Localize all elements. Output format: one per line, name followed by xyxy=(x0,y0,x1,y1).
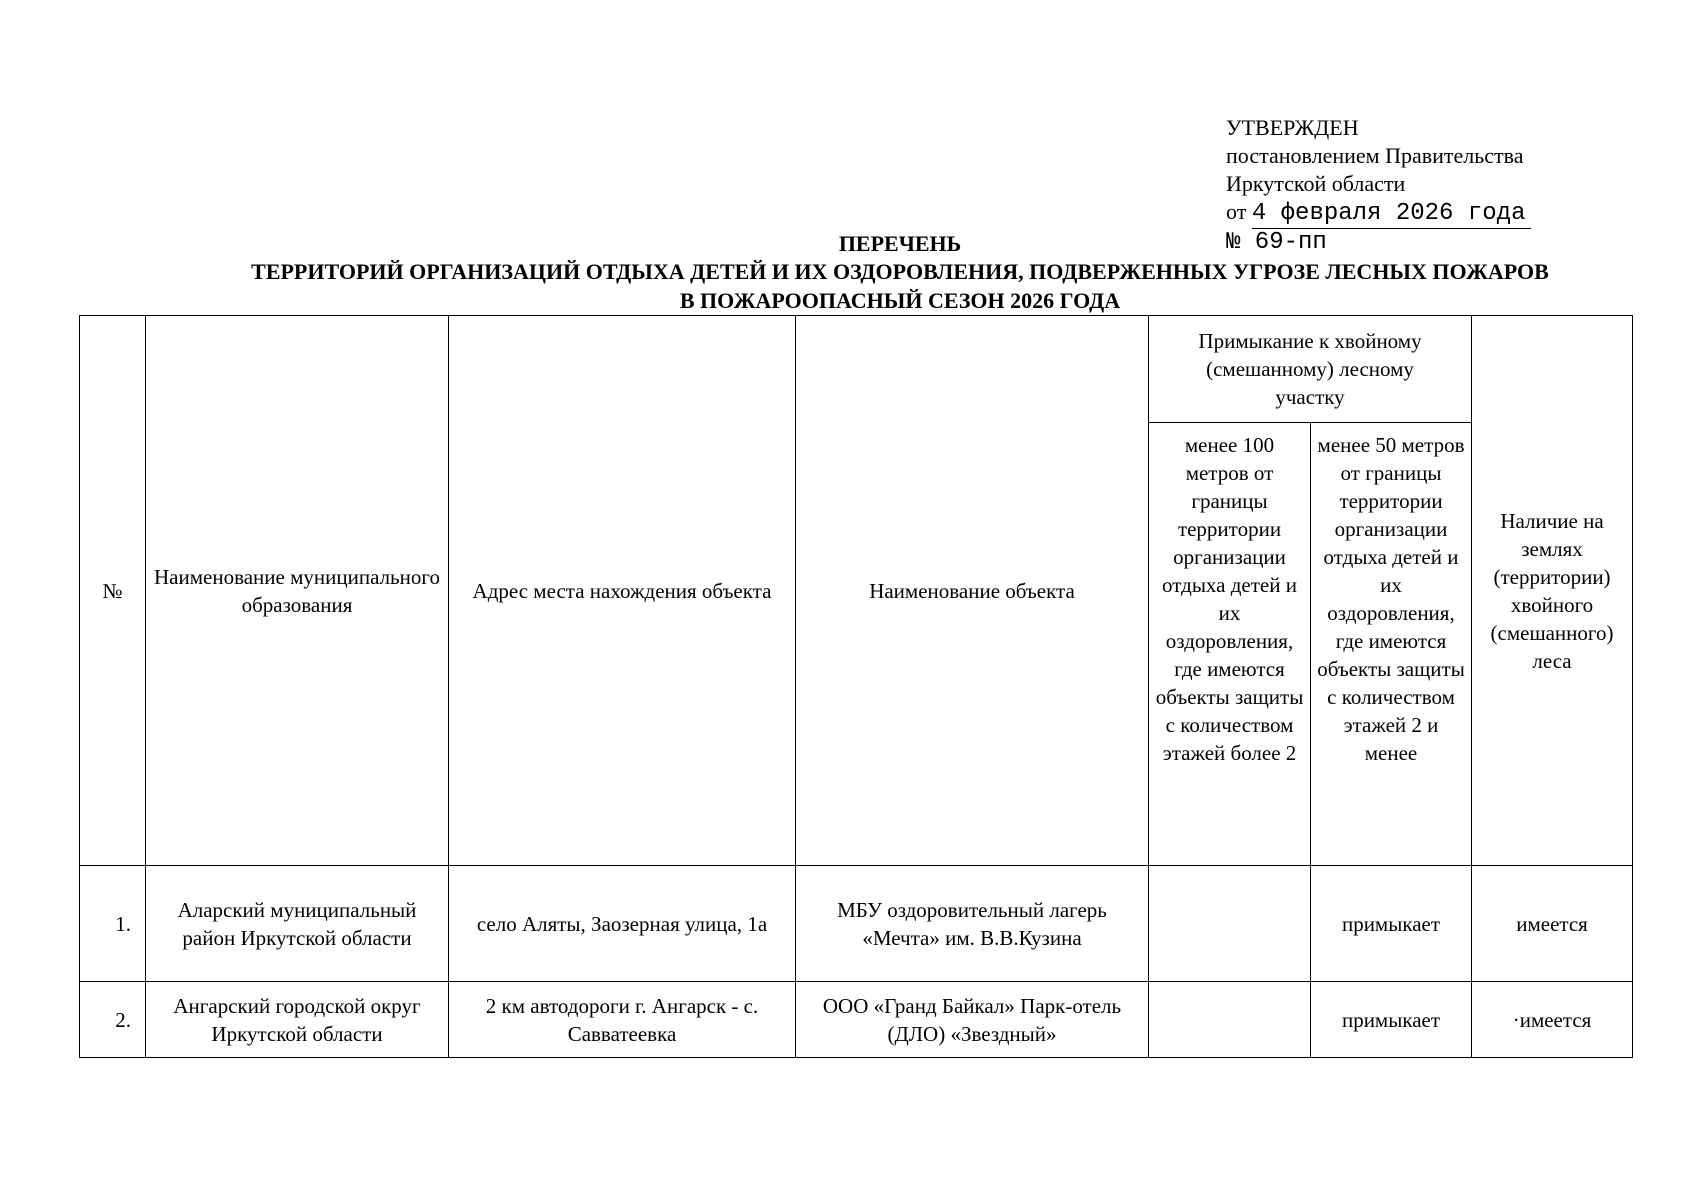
camps-table xyxy=(79,315,1633,1058)
header-less-50m: менее 50 метров от границы территории организации отдыха детей и их оздоровления, где имеются объекты защиты с количеством этажей 2 и менее xyxy=(1311,423,1472,866)
approval-title: УТВЕРЖДЕН xyxy=(1226,115,1359,140)
row-less-100m xyxy=(1149,866,1311,982)
row-address: 2 км автодороги г. Ангарск - с. Савватеевка xyxy=(449,982,796,1058)
approval-date: 4 февраля 2026 года xyxy=(1252,200,1532,229)
header-municipality: Наименование муниципального образования xyxy=(146,316,449,866)
table-row xyxy=(80,866,1633,982)
approval-number: № 69-пп xyxy=(1226,229,1327,256)
document-title: ПЕРЕЧЕНЬ xyxy=(838,231,962,256)
row-less-50m: примыкает xyxy=(1311,866,1472,982)
row-object: МБУ оздоровительный лагерь «Мечта» им. В.В.Кузина xyxy=(796,866,1149,982)
approval-line1: постановлением Правительства xyxy=(1226,143,1524,168)
row-num: 1. xyxy=(80,866,146,982)
row-num: 2. xyxy=(80,982,146,1058)
row-forest: имеется xyxy=(1472,866,1633,982)
table-row xyxy=(80,982,1633,1058)
header-object: Наименование объекта xyxy=(796,316,1149,866)
document-subtitle: ТЕРРИТОРИЙ ОРГАНИЗАЦИЙ ОТДЫХА ДЕТЕЙ И ИХ ОЗДОРОВЛЕНИЯ, ПОДВЕРЖЕННЫХ УГРОЗЕ ЛЕСНЫХ ПОЖАРОВ xyxy=(251,259,1549,284)
header-num: № xyxy=(80,316,146,866)
row-forest: ·имеется xyxy=(1472,982,1633,1058)
row-address: село Аляты, Заозерная улица, 1а xyxy=(449,866,796,982)
row-municipality: Аларский муниципальный район Иркутской области xyxy=(146,866,449,982)
row-object: ООО «Гранд Байкал» Парк-отель (ДЛО) «Звездный» xyxy=(796,982,1149,1058)
row-municipality: Ангарский городской округ Иркутской области xyxy=(146,982,449,1058)
header-less-100m: менее 100 метров от границы территории организации отдыха детей и их оздоровления, где имеются объекты защиты с количеством этажей более 2 xyxy=(1149,423,1311,866)
row-less-50m: примыкает xyxy=(1311,982,1472,1058)
approval-date-prefix: от xyxy=(1226,199,1247,224)
approval-date-line xyxy=(1226,198,1531,229)
header-adjacency: Примыкание к хвойному (смешанному) лесному участку xyxy=(1149,316,1472,423)
row-less-100m xyxy=(1149,982,1311,1058)
header-forest: Наличие на землях (территории) хвойного (смешанного) леса xyxy=(1472,316,1633,866)
approval-line2: Иркутской области xyxy=(1226,171,1406,196)
document-subtitle-2: В ПОЖАРООПАСНЫЙ СЕЗОН 2026 ГОДА xyxy=(679,288,1121,313)
header-address: Адрес места нахождения объекта xyxy=(449,316,796,866)
